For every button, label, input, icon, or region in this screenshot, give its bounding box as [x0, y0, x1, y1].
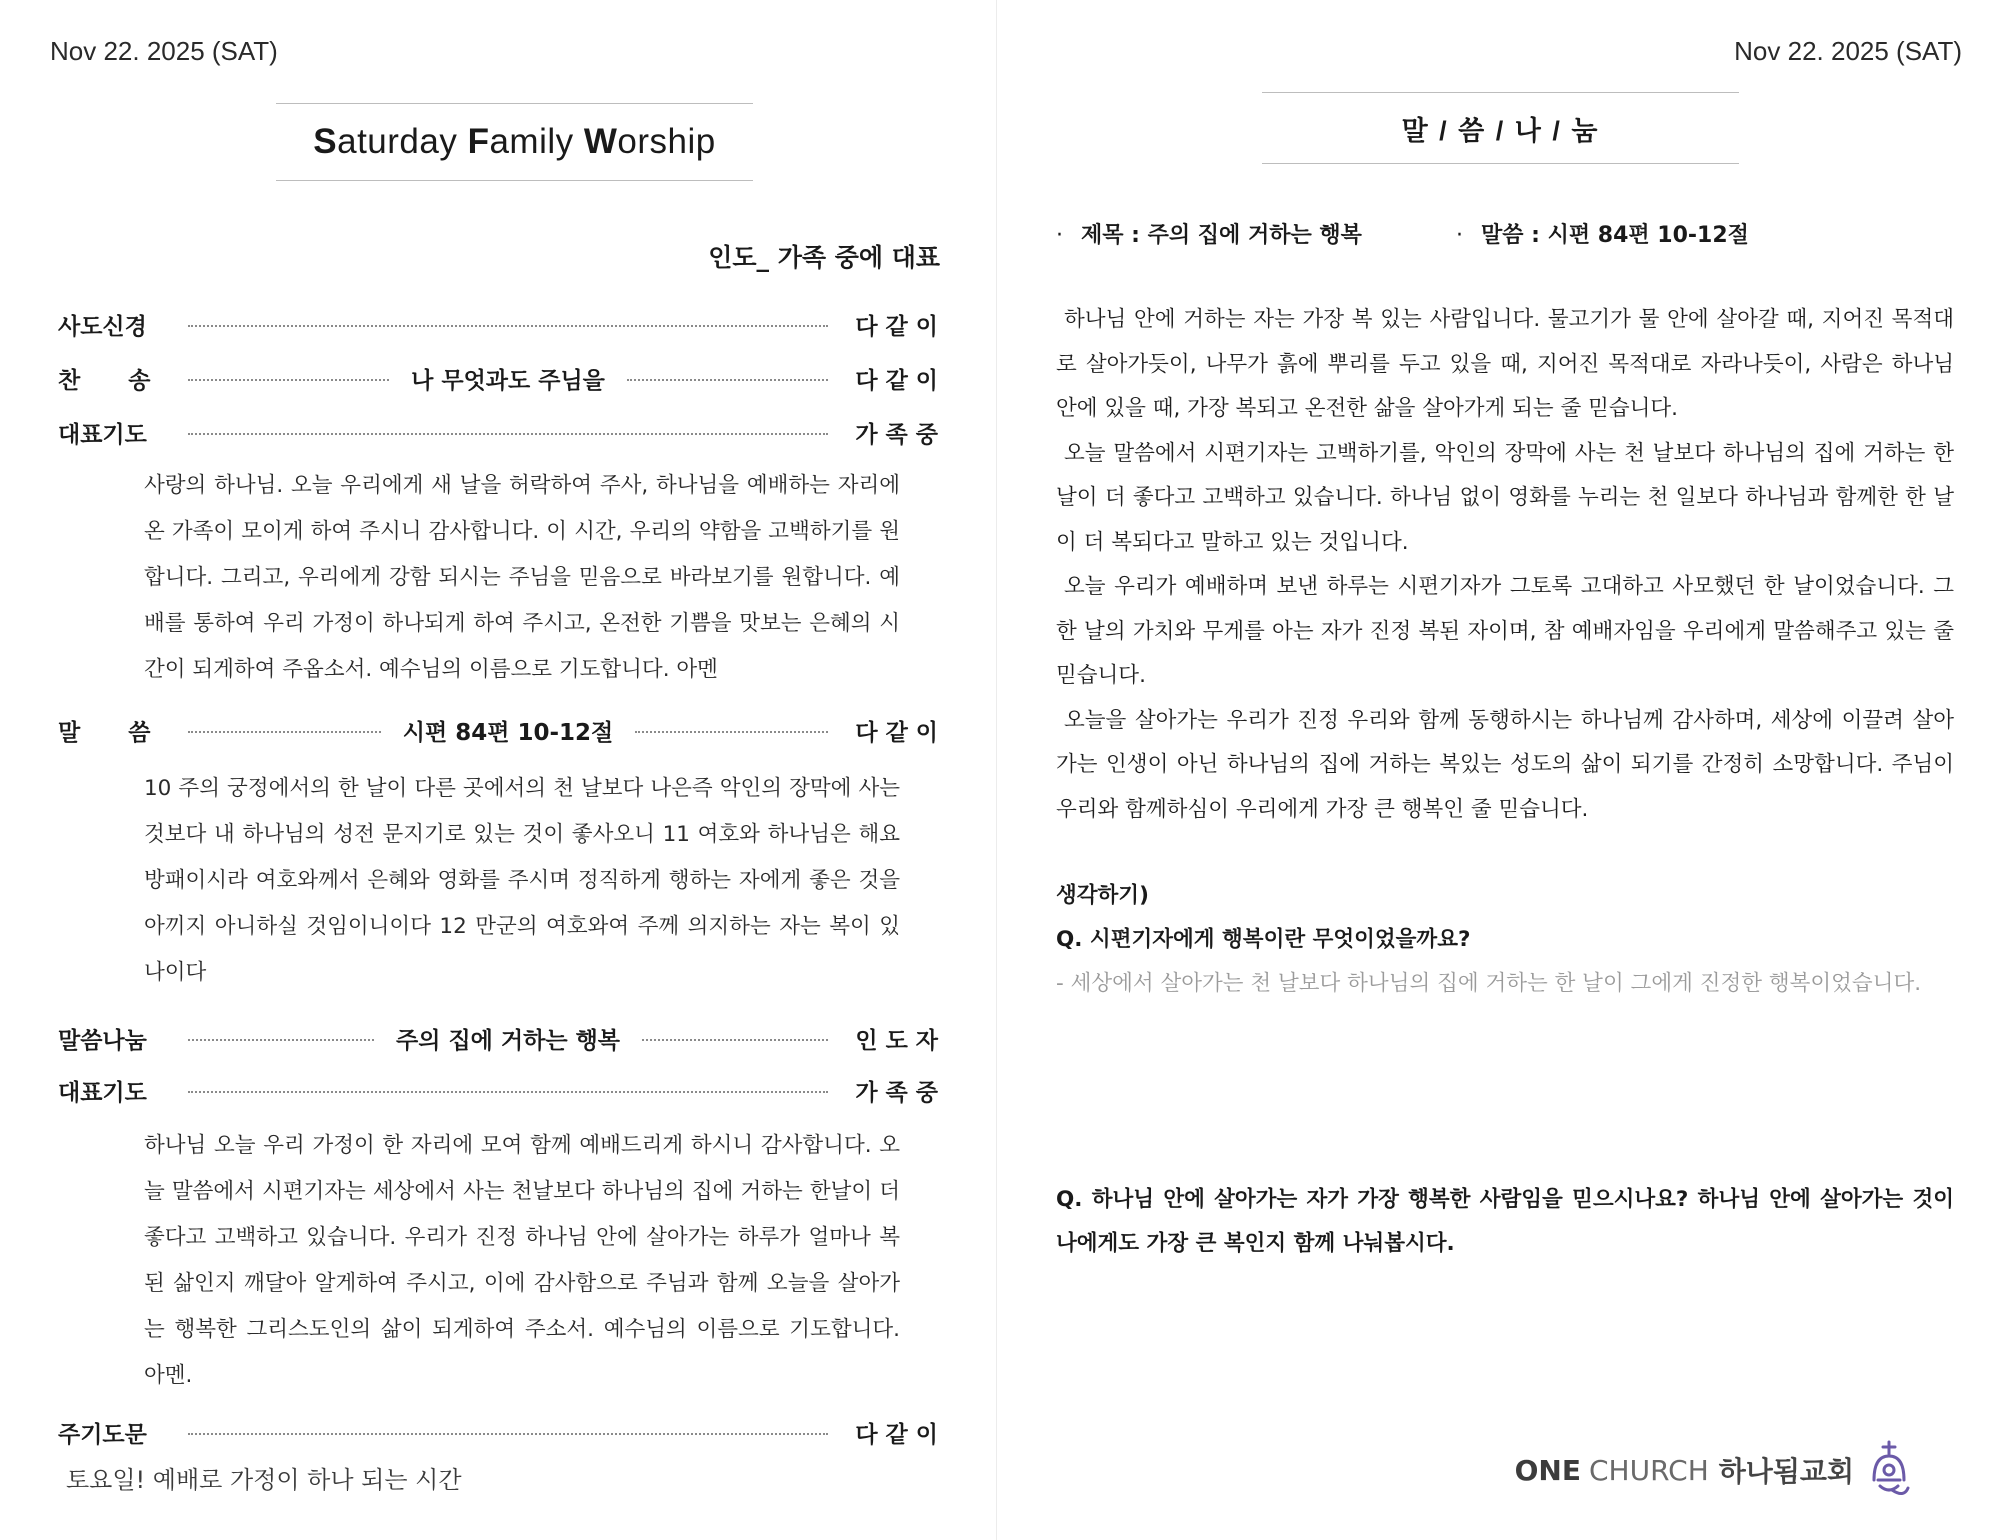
sermon-title-bullet: · 제목 : 주의 집에 거하는 행복 [1056, 223, 1362, 248]
order-label: 찬 송 [58, 367, 151, 394]
order-row-hymn [58, 360, 938, 396]
order-row-scripture [58, 712, 938, 748]
order-participant: 가 족 중 [855, 1079, 938, 1106]
left-footer-slogan: 토요일! 예배로 가정이 하나 되는 시간 [66, 1466, 462, 1494]
dotted-leader [188, 1091, 828, 1093]
sermon-body [1056, 298, 1954, 832]
dotted-leader [188, 1039, 374, 1041]
order-row-sharing [58, 1020, 938, 1056]
worship-title-box [276, 103, 753, 181]
order-participant: 인 도 자 [855, 1027, 939, 1054]
right-date: Nov 22. 2025 (SAT) [1734, 36, 1962, 66]
opening-prayer-text: 사랑의 하나님. 오늘 우리에게 새 날을 허락하여 주사, 하나님을 예배하는 자리에 온 가족이 모이게 하여 주시니 감사합니다. 이 시간, 우리의 약함을 고백하기를 원합니다. 그리고, 우리에게 강함 되시는 주님을 믿음으로 바라보기를 원합니다. 예배를 통하여 우리 가정이 하나되게 하여 주시고, 온전한 기쁨을 맛보는 은혜의 시간이 되게하여 주옵소서. 예수님의 이름으로 기도합니다. 아멘 [144, 473, 900, 682]
sermon-paragraph: 오늘 우리가 예배하며 보낸 하루는 시편기자가 그토록 고대하고 사모했던 한 날이었습니다. 그 한 날의 가치와 무게를 아는 자가 진정 복된 자이며, 참 예배자임을 우리에게 말씀해주고 있는 줄 믿습니다. [1056, 574, 1954, 688]
hymn-title: 나 무엇과도 주님을 [411, 367, 605, 394]
church-logo [1515, 1440, 1910, 1500]
scripture-reference: 시편 84편 10-12절 [402, 719, 614, 746]
order-label: 말씀나눔 [58, 1027, 147, 1054]
right-page [996, 0, 1994, 1540]
reflection-heading: 생각하기) [1056, 883, 1149, 908]
closing-prayer-text: 하나님 오늘 우리 가정이 한 자리에 모여 함께 예배드리게 하시니 감사합니다. 오늘 말씀에서 시편기자는 세상에서 사는 천날보다 하나님의 집에 거하는 한날이 더 좋다고 고백하고 있습니다. 우리가 진정 하나님 안에 살아가는 하루가 얼마나 복된 삶인지 깨달아 알게하여 주시고, 이에 감사함으로 주님과 함께 오늘을 살아가는 행복한 그리스도인의 삶이 되게하여 주소서. 예수님의 이름으로 기도합니다. 아멘. [144, 1133, 900, 1388]
order-label: 대표기도 [58, 1079, 147, 1106]
dotted-leader [627, 379, 828, 381]
logo-church: CHURCH [1588, 1453, 1709, 1487]
order-participant: 다 같 이 [855, 719, 939, 746]
order-label: 주기도문 [58, 1421, 147, 1448]
church-cross-icon [1868, 1440, 1910, 1500]
dotted-leader [188, 325, 828, 327]
question-2: Q. 하나님 안에 살아가는 자가 가장 행복한 사람임을 믿으시나요? 하나님 안에 살아가는 것이 나에게도 가장 큰 복인지 함께 나눠봅시다. [1056, 1187, 1954, 1256]
sermon-scripture-bullet: · 말씀 : 시편 84편 10-12절 [1456, 223, 1749, 248]
order-label: 말 씀 [58, 719, 151, 746]
order-row-prayer [58, 414, 938, 450]
logo-one: ONE [1514, 1453, 1581, 1487]
logo-korean-name: 하나됨교회 [1718, 1455, 1854, 1488]
order-participant: 다 같 이 [855, 1421, 938, 1448]
order-label: 사도신경 [58, 313, 147, 340]
worship-title: Saturday Family Worship [313, 122, 716, 161]
order-participant: 가 족 중 [855, 421, 938, 448]
left-page [0, 0, 996, 1540]
order-row-lords-prayer [58, 1414, 938, 1450]
left-date: Nov 22. 2025 (SAT) [50, 36, 278, 66]
sermon-info [1056, 218, 1956, 249]
question-1: Q. 시편기자에게 행복이란 무엇이었을까요? [1056, 927, 1471, 952]
reflection-section [1056, 874, 1954, 1006]
sharing-title: 말 / 씀 / 나 / 눔 [1401, 115, 1600, 146]
leader-intro: 인도_ 가족 중에 대표 [708, 243, 940, 272]
order-participant: 다 같 이 [855, 367, 939, 394]
sermon-paragraph: 오늘을 살아가는 우리가 진정 우리와 함께 동행하시는 하나님께 감사하며, 세상에 이끌려 살아가는 인생이 아닌 하나님의 집에 거하는 복있는 성도의 삶이 되기를 간정히 소망합니다. 주님이 우리와 함께하심이 우리에게 가장 큰 행복인 줄 믿습니다. [1056, 707, 1954, 822]
order-label: 대표기도 [58, 421, 147, 448]
order-row-prayer-2 [58, 1072, 938, 1108]
dotted-leader [188, 433, 828, 435]
dotted-leader [642, 1039, 828, 1041]
sermon-paragraph: 하나님 안에 거하는 자는 가장 복 있는 사람입니다. 물고기가 물 안에 살아갈 때, 지어진 목적대로 살아가듯이, 나무가 흙에 뿌리를 두고 있을 때, 지어진 목적대로 자라나듯이, 사람은 하나님 안에 있을 때, 가장 복되고 온전한 삶을 살아가게 되는 줄 믿습니다. [1056, 307, 1954, 421]
order-row-creed [58, 306, 938, 342]
sermon-title: 주의 집에 거하는 행복 [396, 1027, 620, 1054]
dotted-leader [188, 731, 381, 733]
sermon-paragraph: 오늘 말씀에서 시편기자는 고백하기를, 악인의 장막에 사는 천 날보다 하나님의 집에 거하는 한 날이 더 좋다고 고백하고 있습니다. 하나님 없이 영화를 누리는 천 일보다 하나님과 함께한 한 날이 더 복되다고 말하고 있는 것입니다. [1056, 440, 1954, 555]
dotted-leader [188, 379, 389, 381]
scripture-text: 10 주의 궁정에서의 한 날이 다른 곳에서의 천 날보다 나은즉 악인의 장막에 사는 것보다 내 하나님의 성전 문지기로 있는 것이 좋사오니 11 여호와 하나님은 해요 방패이시라 여호와께서 은혜와 영화를 주시며 정직하게 행하는 자에게 좋은 것을 아끼지 아니하실 것임이니이다 12 만군의 여호와여 주께 의지하는 자는 복이 있나이다 [144, 776, 900, 985]
dotted-leader [635, 731, 828, 733]
sharing-title-box [1262, 92, 1739, 164]
dotted-leader [188, 1433, 828, 1435]
answer-1: - 세상에서 살아가는 천 날보다 하나님의 집에 거하는 한 날이 그에게 진정한 행복이었습니다. [1056, 971, 1922, 996]
order-participant: 다 같 이 [855, 313, 938, 340]
